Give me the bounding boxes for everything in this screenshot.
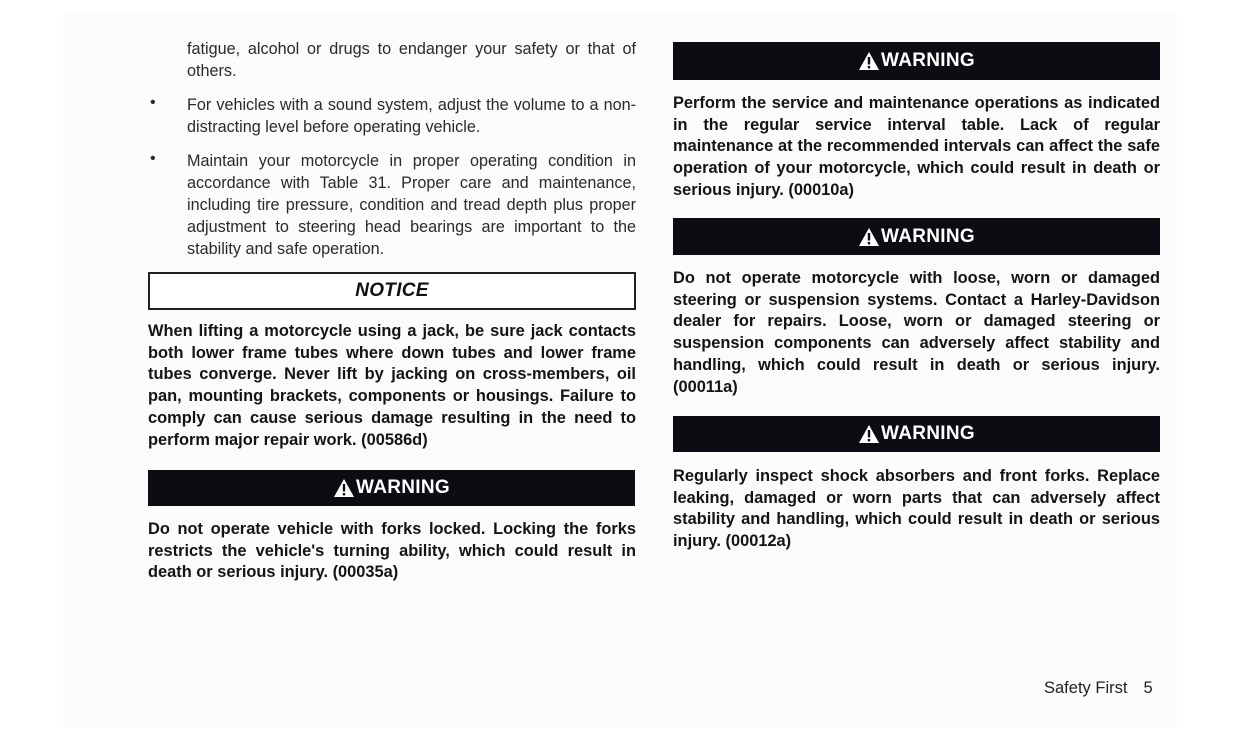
warning-label: WARNING bbox=[881, 423, 975, 444]
continued-paragraph: fatigue, alcohol or drugs to endanger your safety or that of others. bbox=[187, 40, 636, 80]
warning-text-forks-locked: Do not operate vehicle with forks locked. Locking the forks restricts the vehicle's turning ability, which could result in death or serious injury. (00035a) bbox=[148, 520, 636, 582]
bullet-marker: • bbox=[150, 94, 156, 111]
page-footer bbox=[1044, 679, 1153, 698]
bullet-marker: • bbox=[150, 150, 156, 167]
bullet-text: For vehicles with a sound system, adjust the volume to a non-distracting level before operating vehicle. bbox=[187, 96, 636, 136]
warning-text-steering: Do not operate motorcycle with loose, worn or damaged steering or suspension systems. Contact a Harley-Davidson dealer for repairs. Loose, worn or damaged steering or suspension components can adversely affect stability and handling, which could result in death or serious injury. (00011a) bbox=[673, 269, 1160, 396]
warning-header-forks-locked bbox=[148, 470, 635, 506]
warning-triangle-icon bbox=[858, 51, 880, 71]
warning-header-service bbox=[673, 42, 1160, 80]
bullet-text: Maintain your motorcycle in proper operating condition in accordance with Table 31. Proper care and maintenance, including tire pressure, condition and tread depth plus proper adjustment to steering head bearings are important to the stability and safe operation. bbox=[187, 152, 636, 258]
footer-section-title: Safety First bbox=[1044, 679, 1128, 697]
warning-label: WARNING bbox=[881, 225, 975, 247]
notice-label: NOTICE bbox=[355, 280, 429, 301]
warning-triangle-icon bbox=[858, 227, 880, 247]
bullet-item-maintain-condition bbox=[148, 150, 636, 260]
left-column bbox=[148, 38, 636, 260]
notice-header bbox=[148, 272, 636, 310]
warning-header-steering bbox=[673, 218, 1160, 255]
warning-triangle-icon bbox=[333, 478, 355, 498]
page-number: 5 bbox=[1143, 679, 1153, 697]
warning-label: WARNING bbox=[881, 50, 975, 71]
notice-text: When lifting a motorcycle using a jack, be sure jack contacts both lower frame tubes where down tubes and lower frame tubes converge. Never lift by jacking on cross-members, oil pan, mounting brackets, components or housings. Failure to comply can cause serious damage resulting in the need to perform major repair work. (00586d) bbox=[148, 322, 636, 449]
warning-text-service: Perform the service and maintenance operations as indicated in the regular service interval table. Lack of regular maintenance at the recommended intervals can affect the safe operation of your motorcycle, which could result in death or serious injury. (00010a) bbox=[673, 94, 1160, 199]
warning-label: WARNING bbox=[356, 477, 450, 498]
bullet-item-sound-system bbox=[148, 94, 636, 138]
warning-text-shocks: Regularly inspect shock absorbers and front forks. Replace leaking, damaged or worn parts that can adversely affect stability and handling, which could result in death or serious injury. (00012a) bbox=[673, 467, 1160, 551]
warning-header-shocks bbox=[673, 416, 1160, 452]
warning-triangle-icon bbox=[858, 424, 880, 444]
